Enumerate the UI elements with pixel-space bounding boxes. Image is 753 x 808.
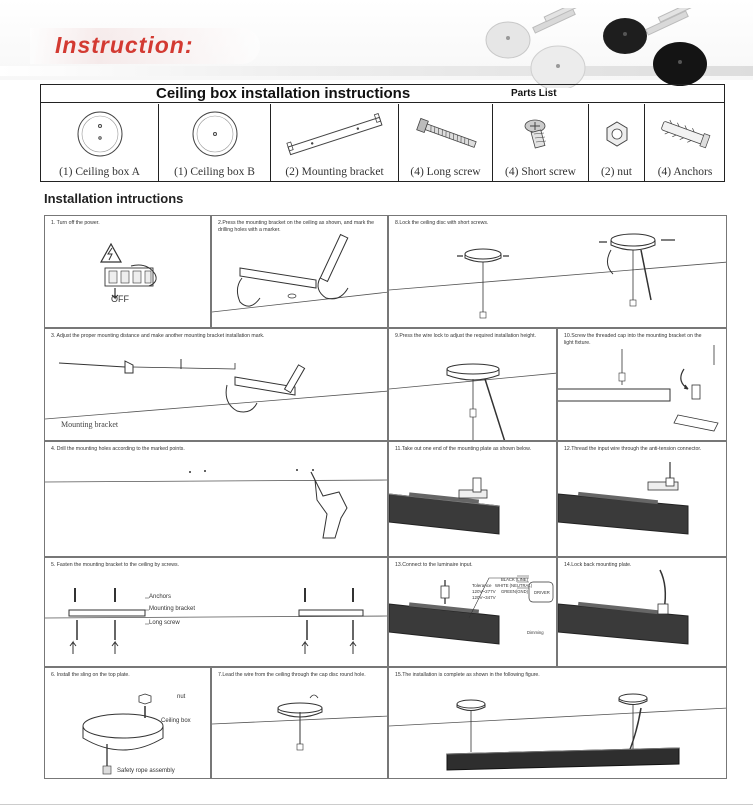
- parts-list-header: [41, 85, 724, 103]
- step-6-text: 6. Install the sling on the top plate.: [51, 672, 130, 678]
- wiring-illustration: [389, 558, 557, 667]
- step-12-text: 12.Thread the input wire through the anti-tension connector.: [564, 446, 702, 452]
- ceiling-box-a-icon: [41, 106, 159, 162]
- nut-label: nut: [177, 694, 186, 700]
- lock-ceiling-disc-illustration: [389, 216, 727, 328]
- part-label: (4) Anchors: [657, 166, 713, 178]
- safety-rope-label: Safety rope assembly: [117, 768, 175, 774]
- wire-lead-illustration: [212, 668, 388, 779]
- installation-section-title: Installation intructions: [44, 191, 184, 206]
- step-2-text: 2.Press the mounting bracket on the ceiling as shown, and mark the drilling holes with a marker.: [218, 220, 374, 233]
- marking-bracket-illustration: [212, 216, 388, 328]
- step-8-text: 8.Lock the ceiling disc with short screws.: [395, 220, 489, 226]
- threaded-cap-illustration: [558, 329, 727, 441]
- step-3-panel: [44, 328, 388, 441]
- long-screw-label: Long screw: [149, 620, 180, 626]
- off-label: OFF: [111, 294, 129, 304]
- drill-icon: [315, 480, 347, 538]
- part-ceiling-box-a: [41, 104, 159, 181]
- step-13-panel: [388, 557, 557, 667]
- short-screw-icon: [493, 106, 589, 162]
- step-7-text: 7.Lead the wire from the ceiling through the cap disc round hole.: [218, 672, 366, 678]
- part-long-screw: [399, 104, 493, 181]
- anti-tension-illustration: [558, 442, 727, 557]
- part-short-screw: [493, 104, 589, 181]
- drill-illustration: [45, 442, 388, 557]
- tolerance-label: Tolerance: [472, 583, 492, 588]
- part-anchors: [645, 104, 725, 181]
- step-12-panel: [557, 441, 727, 557]
- parts-list-title: Ceiling box installation instructions: [156, 85, 411, 102]
- step-9-text: 9.Press the wire lock to adjust the required installation height.: [395, 333, 537, 339]
- long-screw-icon: [399, 106, 493, 162]
- step-8-panel: [388, 215, 727, 328]
- anchor-icon: [645, 106, 725, 162]
- step-2-panel: [211, 215, 388, 328]
- ceiling-box-label: Ceiling box: [161, 718, 191, 724]
- part-ceiling-box-b: [159, 104, 271, 181]
- voltage-b-label: 120V~347V: [472, 595, 496, 600]
- part-label: (2) Mounting bracket: [285, 166, 384, 178]
- nut-icon: [589, 106, 645, 162]
- anchors-label: Anchors: [149, 594, 172, 600]
- bottom-divider: [0, 804, 753, 805]
- part-label: (2) nut: [601, 166, 632, 178]
- step-14-text: 14.Lock back mounting plate.: [564, 562, 632, 568]
- lock-plate-illustration: [558, 558, 727, 667]
- step-11-panel: [388, 441, 557, 557]
- step-5-text: 5. Fasten the mounting bracket to the ceiling by screws.: [51, 562, 180, 568]
- marker-pen: [320, 235, 348, 282]
- part-nut: [589, 104, 645, 181]
- warning-triangle-icon: [101, 244, 121, 262]
- fasten-bracket-illustration: [45, 558, 388, 667]
- step-1-panel: [44, 215, 211, 328]
- step-14-panel: [557, 557, 727, 667]
- product-photo: [470, 8, 750, 88]
- step-3-text: 3. Adjust the proper mounting distance and make another mounting bracket installation mark.: [51, 333, 265, 339]
- mounting-bracket-icon: [271, 106, 399, 162]
- part-label: (1) Ceiling box B: [174, 166, 255, 178]
- step-11-text: 11.Take out one end of the mounting plate as shown below.: [395, 446, 532, 452]
- step-1-text: 1. Turn off the power.: [51, 220, 100, 226]
- dimming-label: Dimming: [527, 630, 544, 635]
- step-10-panel: [557, 328, 727, 441]
- voltage-a-label: 120V~277V: [472, 589, 496, 594]
- parts-list-subtitle: Parts List: [511, 88, 557, 99]
- parts-list-table: [40, 84, 725, 182]
- part-mounting-bracket: [271, 104, 399, 181]
- step-5-panel: [44, 557, 388, 667]
- step-7-panel: [211, 667, 388, 779]
- step-4-panel: [44, 441, 388, 557]
- black-line-label: BLACK (LINE): [501, 577, 528, 582]
- step-13-text: 13.Connect to the luminaire input.: [395, 562, 473, 568]
- step-10-text: 10.Screw the threaded cap into the mounting bracket on the light fixture.: [564, 333, 702, 346]
- green-gnd-label: GREEN(GND): [501, 589, 528, 594]
- mounting-bracket-label: Mounting bracket: [149, 606, 196, 612]
- white-neutral-label: WHITE (NEUTRAL): [495, 583, 532, 588]
- step-4-text: 4. Drill the mounting holes according to the marked points.: [51, 446, 185, 452]
- part-label: (1) Ceiling box A: [59, 166, 140, 178]
- mounting-bracket-label-serif: Mounting bracket: [61, 420, 119, 429]
- driver-label: DRIVER: [534, 590, 550, 595]
- nut-icon: [139, 694, 151, 704]
- wire-lock-illustration: [389, 329, 557, 441]
- ceiling-box-b-icon: [159, 106, 271, 162]
- power-switch-illustration: [45, 216, 211, 328]
- step-6-panel: [44, 667, 211, 779]
- part-label: (4) Long screw: [410, 166, 481, 178]
- step-9-panel: [388, 328, 557, 441]
- step-15-panel: [388, 667, 727, 779]
- completed-installation-illustration: [389, 668, 727, 779]
- part-label: (4) Short screw: [505, 166, 576, 178]
- page-title: Instruction:: [55, 32, 194, 58]
- step-15-text: 15.The installation is complete as shown in the following figure.: [395, 672, 540, 678]
- mounting-plate-illustration: [389, 442, 557, 557]
